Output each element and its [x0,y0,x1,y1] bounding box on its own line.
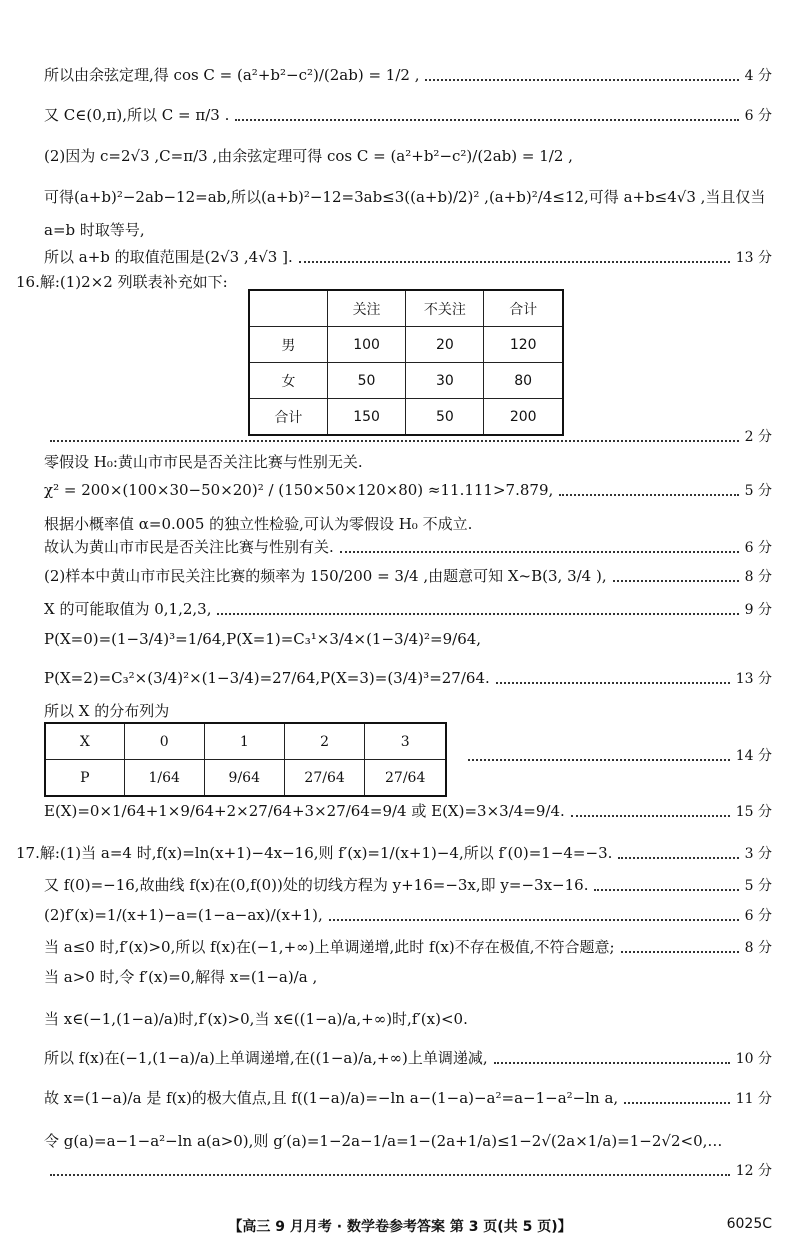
line-text: 又 f(0)=−16,故曲线 f(x)在(0,f(0))处的切线方程为 y+16=−3x,即 y=−3x−16. [44,876,589,894]
line-text: (2)因为 c=2√3 ,C=π/3 ,由余弦定理可得 cos C = (a²+b²−c²)/(2ab) = 1/2 , [44,147,573,165]
line-text: P(X=0)=(1−3/4)³=1/64,P(X=1)=C₃¹×3/4×(1−3/4)²=9/64, [44,630,482,648]
line-18 [462,745,772,765]
leader-dots [618,855,738,859]
line-6 [44,246,772,267]
table-cell: 关注 [327,290,406,327]
score: 8 分 [744,568,772,585]
line-text: 当 a≤0 时,f′(x)>0,所以 f(x)在(−1,+∞)上单调递增,此时 f(x)不存在极值,不符合题意; [44,938,615,956]
line-17 [44,700,772,721]
line-text: 当 x∈(−1,(1−a)/a)时,f′(x)>0,当 x∈((1−a)/a,+∞)时,f′(x)<0. [44,1010,468,1028]
leader-dots [425,77,738,81]
question-17-heading: 17.解:(1)当 a=4 时,f(x)=ln(x+1)−4x−16,则 f′(x)=1/(x+1)−4,所以 f′(0)=1−4=−3. [16,844,613,862]
score: 12 分 [735,1163,772,1179]
table-cell: 50 [327,363,406,399]
line-3 [44,145,772,166]
line-19 [44,800,772,821]
score: 13 分 [735,249,772,266]
leader-dots [624,1100,730,1104]
line-text: (2)样本中黄山市市民关注比赛的频率为 150/200 = 3/4 ,由题意可知 X~B(3, 3/4 ), [44,567,607,585]
line-27 [44,1087,772,1108]
score: 14 分 [735,748,772,764]
table-cell [249,290,327,327]
line-text: a=b 时取等号, [44,221,145,239]
table-cell: 合计 [484,290,563,327]
line-text: 又 C∈(0,π),所以 C = π/3 . [44,106,230,124]
line-text: χ² = 200×(100×30−50×20)² / (150×50×120×80) ≈11.111>7.879, [44,481,554,499]
line-text: 所以 X 的分布列为 [44,702,170,720]
table-cell: 100 [327,327,406,363]
line-23 [44,936,772,957]
table-cell: 20 [406,327,484,363]
line-9 [44,451,772,472]
leader-dots [217,611,738,615]
table-cell: 女 [249,363,327,399]
line-13 [44,565,772,586]
table-cell: X [45,723,124,760]
table-row [45,723,446,760]
line-text: E(X)=0×1/64+1×9/64+2×27/64+3×27/64=9/4 或 E(X)=3×3/4=9/4. [44,802,565,820]
line-text: 根据小概率值 α=0.005 的独立性检验,可认为零假设 H₀ 不成立. [44,515,473,533]
line-text: (2)f′(x)=1/(x+1)−a=(1−a−ax)/(x+1), [44,906,323,924]
score: 13 分 [735,671,772,687]
table-cell: 150 [327,399,406,436]
score: 10 分 [735,1050,772,1067]
line-4 [44,186,772,207]
table-cell: 合计 [249,399,327,436]
document-code: 6025C [726,1216,772,1232]
line-12 [44,536,772,557]
line-1 [44,64,772,85]
table-row [249,327,563,363]
line-26 [44,1047,772,1068]
table-header-row [249,290,563,327]
table-cell: 27/64 [365,760,446,797]
line-24 [44,966,772,987]
line-14 [44,598,772,619]
line-25 [44,1008,772,1029]
leader-dots [496,680,730,684]
score: 6 分 [744,107,772,124]
table-cell: 9/64 [204,760,284,797]
score: 3 分 [744,845,772,862]
table-row [249,363,563,399]
line-text: 当 a>0 时,令 f′(x)=0,解得 x=(1−a)/a , [44,968,318,986]
leader-dots [235,117,738,121]
table-cell: 3 [365,723,446,760]
line-20 [16,842,772,863]
line-16 [44,668,772,688]
line-29 [44,1160,772,1180]
line-10 [44,480,772,500]
line-text: 所以 a+b 的取值范围是(2√3 ,4√3 ]. [44,248,293,266]
table-cell: 200 [484,399,563,436]
table-cell: 不关注 [406,290,484,327]
score: 5 分 [744,483,772,499]
contingency-table [248,289,564,436]
leader-dots [613,578,739,582]
score: 11 分 [735,1090,772,1107]
line-text: 故 x=(1−a)/a 是 f(x)的极大值点,且 f((1−a)/a)=−ln a−(1−a)−a²=a−1−a²−ln a, [44,1089,619,1107]
table-cell: 0 [124,723,204,760]
table-cell: 80 [484,363,563,399]
question-16-heading: 16.解:(1)2×2 列联表补充如下: [16,273,228,291]
line-2 [44,104,772,125]
leader-dots [621,949,739,953]
leader-dots [559,492,738,496]
table-row [45,760,446,797]
line-text: 令 g(a)=a−1−a²−ln a(a>0),则 g′(a)=1−2a−1/a=1−(2a+1/a)≤1−2√(2a×1/a)=1−2√2<0,… [44,1132,723,1150]
leader-dots [50,438,739,442]
line-28 [44,1130,772,1151]
page-footer: 【高三 9 月月考 · 数学卷参考答案 第 3 页(共 5 页)】 [228,1219,572,1235]
table-cell: 2 [284,723,365,760]
leader-dots [50,1172,730,1176]
leader-dots [594,887,738,891]
score: 6 分 [744,908,772,924]
line-text: 所以由余弦定理,得 cos C = (a²+b²−c²)/(2ab) = 1/2 , [44,66,420,84]
line-15 [44,630,772,648]
table-cell: 1 [204,723,284,760]
line-5 [44,219,772,240]
line-text: 故认为黄山市市民是否关注比赛与性别有关. [44,538,334,556]
score: 4 分 [744,67,772,84]
leader-dots [494,1060,730,1064]
table-cell: 1/64 [124,760,204,797]
score: 5 分 [744,877,772,894]
score: 6 分 [744,539,772,556]
table-cell: 30 [406,363,484,399]
score: 15 分 [735,803,772,820]
line-text: 所以 f(x)在(−1,(1−a)/a)上单调递增,在((1−a)/a,+∞)上单调递减, [44,1049,488,1067]
leader-dots [571,813,730,817]
leader-dots [468,757,730,761]
line-text: X 的可能取值为 0,1,2,3, [44,600,212,618]
line-11 [44,513,772,534]
line-text: P(X=2)=C₃²×(3/4)²×(1−3/4)=27/64,P(X=3)=(3/4)³=27/64. [44,669,490,687]
line-21 [44,874,772,895]
leader-dots [299,259,730,263]
table-cell: 男 [249,327,327,363]
leader-dots [340,549,739,553]
line-text: 可得(a+b)²−2ab−12=ab,所以(a+b)²−12=3ab≤3((a+b)/2)² ,(a+b)²/4≤12,可得 a+b≤4√3 ,当且仅当 [44,188,766,206]
score: 8 分 [744,939,772,956]
line-8 [44,426,772,446]
table-cell: P [45,760,124,797]
line-text: 零假设 H₀:黄山市市民是否关注比赛与性别无关. [44,453,363,471]
score: 2 分 [744,429,772,445]
line-22 [44,905,772,925]
table-cell: 120 [484,327,563,363]
table-cell: 27/64 [284,760,365,797]
score: 9 分 [744,601,772,618]
leader-dots [329,917,739,921]
distribution-table [44,722,447,797]
table-cell: 50 [406,399,484,436]
